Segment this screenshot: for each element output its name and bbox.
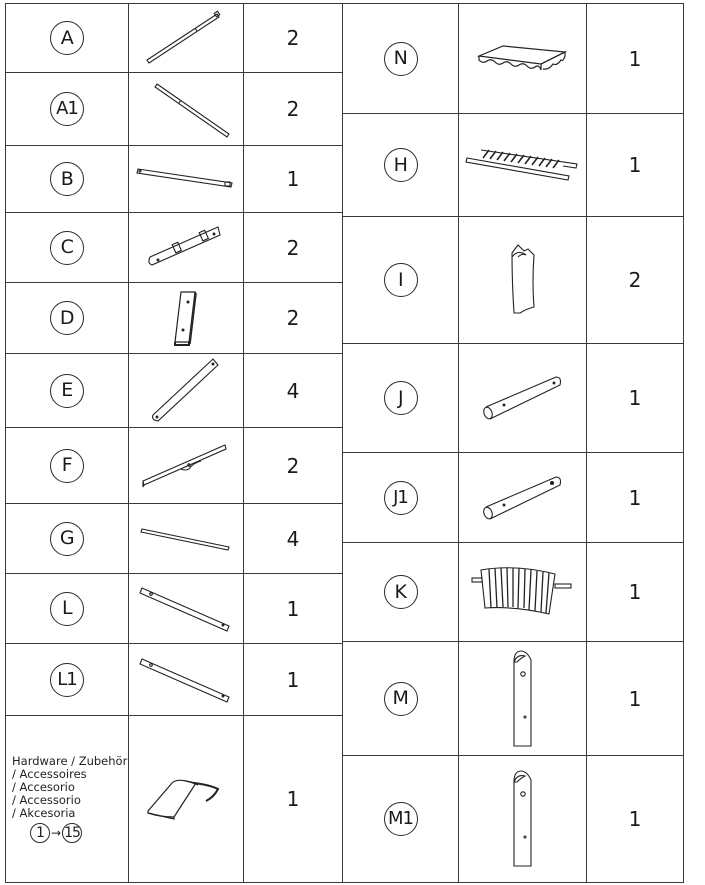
part-illustration-cell [129, 428, 244, 504]
bar-with-brackets-icon [146, 223, 226, 273]
part-label-cell [5, 3, 129, 73]
part-label-cell [343, 217, 459, 344]
part-badge: D [50, 301, 84, 335]
flat-arm-icon [149, 357, 223, 425]
quantity-value: 1 [628, 807, 642, 831]
hardware-label-line: / Accesorio [12, 780, 75, 794]
part-illustration-cell [129, 574, 244, 644]
part-illustration-cell [459, 642, 587, 756]
part-badge: J [384, 381, 418, 415]
post-icon [511, 770, 535, 868]
part-badge: K [384, 575, 418, 609]
thin-rod-icon [140, 526, 232, 552]
part-illustration-cell [459, 114, 587, 217]
part-label-cell [5, 354, 129, 428]
part-label-cell [343, 642, 459, 756]
part-illustration-cell [129, 73, 244, 146]
part-label-cell [5, 283, 129, 354]
straight-tube-diagonal-reverse-icon [141, 78, 231, 140]
quantity-cell [587, 217, 684, 344]
part-label-cell [343, 3, 459, 114]
part-illustration-cell [129, 716, 244, 883]
part-label-cell [5, 213, 129, 283]
slatted-backrest-icon [471, 566, 575, 618]
part-label-cell [343, 344, 459, 453]
part-label-cell [343, 114, 459, 217]
part-label-cell [5, 574, 129, 644]
part-illustration-cell [129, 644, 244, 716]
quantity-value: 1 [286, 167, 300, 191]
hardware-bag-icon [146, 775, 226, 823]
part-badge: F [50, 449, 84, 483]
quantity-value: 2 [286, 453, 300, 478]
quantity-value: 1 [628, 580, 642, 604]
part-illustration-cell [459, 543, 587, 642]
part-illustration-cell [129, 3, 244, 73]
angled-rail-icon [141, 441, 231, 491]
hardware-label-line: / Akcesoria [12, 806, 76, 820]
quantity-value: 1 [286, 596, 300, 621]
part-badge: L1 [50, 663, 84, 697]
part-label-cell [5, 73, 129, 146]
quantity-cell [587, 114, 684, 217]
part-label-cell [5, 428, 129, 504]
hardware-range [30, 823, 82, 843]
hardware-label-line: / Accessorio [12, 793, 81, 807]
round-tube-icon [480, 373, 566, 423]
flat-plate-icon [171, 290, 201, 346]
quantity-value: 2 [286, 26, 300, 50]
quantity-value: 1 [628, 686, 642, 711]
part-badge: A1 [50, 92, 84, 126]
part-illustration-cell [129, 504, 244, 574]
quantity-value: 1 [628, 386, 642, 410]
quantity-cell [244, 716, 343, 883]
quantity-cell [244, 504, 343, 574]
quantity-cell [244, 3, 343, 73]
part-label-cell [343, 453, 459, 543]
quantity-cell [244, 283, 343, 354]
quantity-cell [244, 574, 343, 644]
part-illustration-cell [459, 217, 587, 344]
range-end-badge: 15 [62, 823, 82, 843]
flat-bar-holes-icon [139, 584, 233, 634]
part-illustration-cell [459, 756, 587, 883]
round-tube-icon [480, 473, 566, 523]
range-start-badge: 1 [30, 823, 50, 843]
quantity-value: 2 [628, 268, 642, 292]
part-label-cell [343, 756, 459, 883]
part-illustration-cell [459, 344, 587, 453]
quantity-value: 1 [628, 485, 642, 510]
part-badge: H [384, 148, 418, 182]
quantity-cell [587, 344, 684, 453]
part-badge: E [50, 374, 84, 408]
long-bar-icon [136, 164, 236, 194]
arrow-right-icon: → [51, 825, 62, 840]
quantity-value: 4 [286, 378, 300, 403]
part-badge: B [50, 162, 84, 196]
part-illustration-cell [459, 3, 587, 114]
part-label-cell [5, 146, 129, 213]
quantity-cell [244, 428, 343, 504]
slatted-seat-icon [465, 148, 581, 182]
part-illustration-cell [129, 213, 244, 283]
part-illustration-cell [129, 146, 244, 213]
part-illustration-cell [459, 453, 587, 543]
quantity-value: 1 [286, 667, 300, 692]
quantity-cell [244, 213, 343, 283]
hardware-label-line: / Accessoires [12, 767, 87, 781]
quantity-value: 1 [628, 46, 642, 71]
part-illustration-cell [129, 283, 244, 354]
quantity-cell [244, 644, 343, 716]
quantity-cell [587, 453, 684, 543]
cushion-sleeve-icon [508, 243, 538, 317]
quantity-value: 4 [286, 526, 300, 551]
quantity-value: 2 [286, 97, 300, 121]
quantity-cell [244, 354, 343, 428]
canopy-icon [477, 42, 569, 76]
part-badge: L [50, 592, 84, 626]
hardware-label-line: Hardware / Zubehör [12, 754, 128, 768]
quantity-cell [587, 543, 684, 642]
quantity-value: 2 [286, 306, 300, 330]
part-badge: C [50, 231, 84, 265]
quantity-cell [587, 3, 684, 114]
part-label-cell [343, 543, 459, 642]
quantity-cell [587, 756, 684, 883]
quantity-value: 1 [286, 787, 300, 811]
part-label-cell [5, 504, 129, 574]
part-illustration-cell [129, 354, 244, 428]
straight-tube-diagonal-icon [141, 8, 231, 68]
post-icon [511, 650, 535, 748]
part-badge: A [50, 21, 84, 55]
quantity-cell [244, 73, 343, 146]
quantity-value: 2 [286, 235, 300, 260]
part-badge: G [50, 522, 84, 556]
part-badge: N [384, 42, 418, 76]
quantity-cell [587, 642, 684, 756]
part-badge: M [384, 682, 418, 716]
part-badge: M1 [384, 802, 418, 836]
quantity-cell [244, 146, 343, 213]
part-label-cell [5, 644, 129, 716]
part-badge: J1 [384, 481, 418, 515]
hardware-label-cell [5, 716, 129, 883]
flat-bar-holes-icon [139, 655, 233, 705]
quantity-value: 1 [628, 153, 642, 177]
part-badge: I [384, 263, 418, 297]
